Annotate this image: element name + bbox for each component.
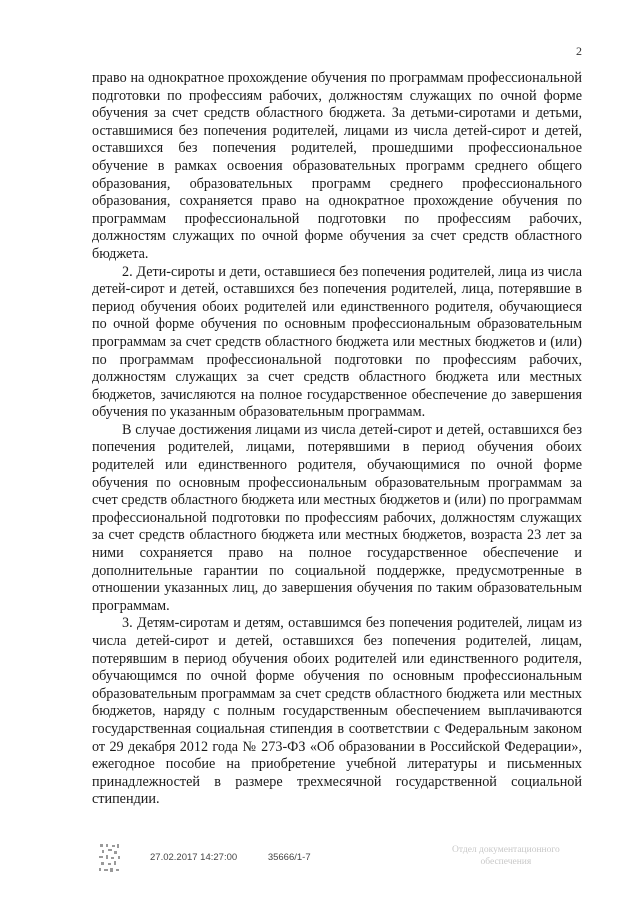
stamp-line-1: Отдел документационного [452,845,560,855]
stamp-line-2: обеспечения [480,857,532,867]
document-body [92,70,582,809]
document-barcode-icon [98,842,122,876]
footer-timestamp: 27.02.2017 14:27:00 [150,852,238,863]
paragraph-item-2: 2. Дети-сироты и дети, оставшиеся без попечения родителей, лица из числа детей-сирот и детей, оставшихся без попечения родителей, лица, потерявшие в период обучения обоих родителей или единственного родителя, обучающиеся по очной форме обучения по основным профессиональным образовательным программам за счет средств областного бюджета или местных бюджетов и (или) по программам профессиональной подготовки по профессиям рабочих, должностям служащих за счет средств областного бюджета или местных бюджетов, зачисляются на полное государственное обеспечение до завершения обучения по указанным образовательным программам. [92,263,582,421]
paragraph-age-23: В случае достижения лицами из числа детей-сирот и детей, оставшихся без попечения родителей, лицами, потерявшими в период обучения обоих родителей или единственного родителя, обучающимися по очной форме обучения по основным профессиональным образовательным программам за счет средств областного бюджета или местных бюджетов и (или) по программам профессиональной подготовки по профессиям рабочих, должностям служащих за счет средств областного бюджета или местных бюджетов, возраста 23 лет за ними сохраняется право на полное государственное обеспечение и дополнительные гарантии по социальной поддержке, предусмотренные в отношении указанных лиц, до завершения обучения по таким образовательным программам. [92,421,582,614]
department-stamp [452,844,560,868]
paragraph-continuation: право на однократное прохождение обучения по программам профессиональной подготовки по профессиям рабочих, должностям служащих по очной форме обучения за счет средств областного бюджета. За детьми-сиротами и детьми, оставшимися без попечения родителей, лицами из числа детей-сирот и детей, оставшихся без попечения родителей, прошедшими профессиональное обучение в рамках освоения образовательных программ среднего общего образования, образовательных программ среднего профессионального образования, сохраняется право на однократное прохождение обучения по программам профессиональной подготовки по профессиям рабочих, должностям служащих по очной форме обучения за счет средств областного бюджета. [92,70,582,262]
page-number: 2 [576,44,582,58]
footer-doc-number: 35666/1-7 [267,852,311,863]
paragraph-item-3: 3. Детям-сиротам и детям, оставшимся без попечения родителей, лицам из числа детей-сирот и детей, оставшихся без попечения родителей, лицам, потерявшим в период обучения обоих родителей или единственного родителя, обучающимся по очной форме обучения по основным профессиональным образовательным программам за счет средств областного бюджета или местных бюджетов, наряду с полным государственным обеспечением выплачиваются государственная социальная стипендия в соответствии с Федеральным законом от 29 декабря 2012 года № 273-ФЗ «Об образовании в Российской Федерации», ежегодное пособие на приобретение учебной литературы и письменных принадлежностей в размере трехмесячной государственной социальной стипендии. [92,615,582,808]
document-footer [150,852,339,863]
